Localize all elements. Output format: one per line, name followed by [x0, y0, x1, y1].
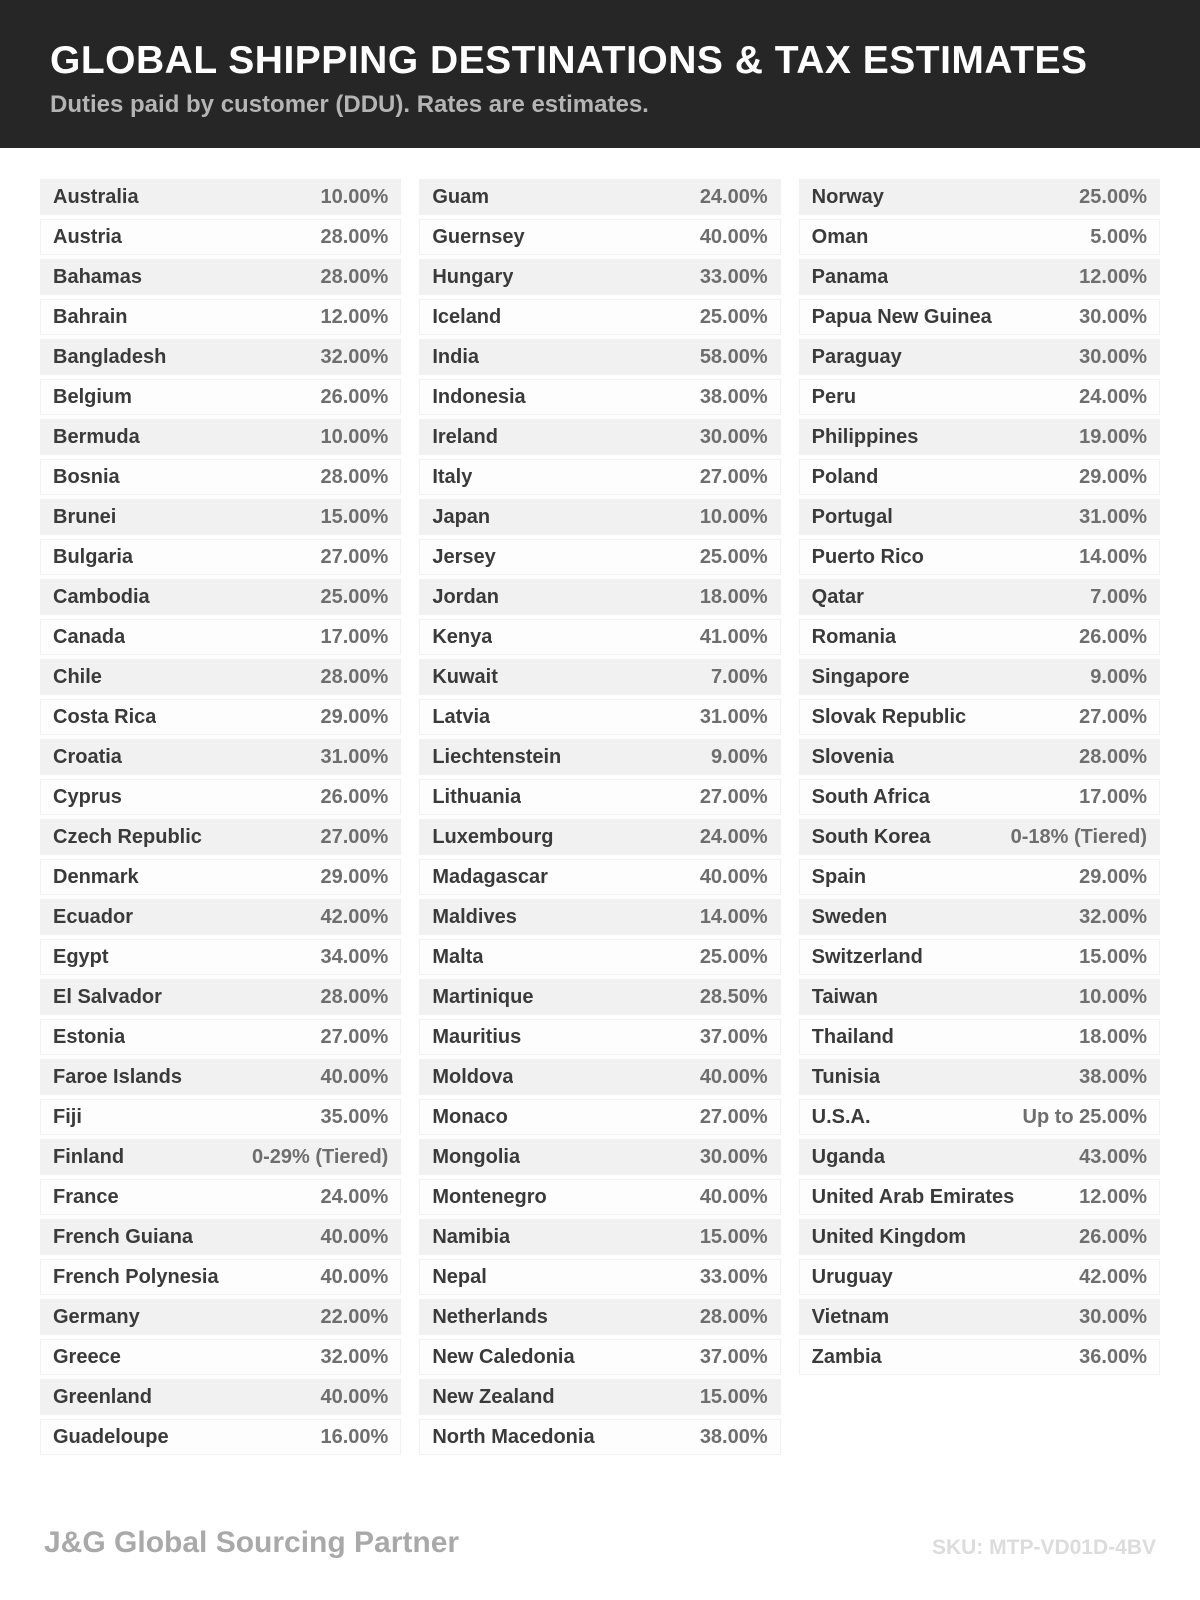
tax-rate: 0-18% (Tiered): [1010, 825, 1147, 848]
table-row: [40, 939, 401, 975]
tax-rate: 30.00%: [1079, 1305, 1147, 1328]
tax-rate: 15.00%: [699, 1225, 768, 1248]
country-name: Philippines: [811, 425, 919, 448]
tax-rate: 58.00%: [699, 345, 768, 368]
table-row: [799, 819, 1160, 855]
country-name: Indonesia: [432, 385, 526, 408]
table-row: [40, 459, 401, 495]
table-row: [419, 539, 780, 575]
table-row: [419, 299, 780, 335]
country-name: New Zealand: [432, 1385, 555, 1408]
tax-rate: 30.00%: [1079, 345, 1147, 368]
table-row: [40, 659, 401, 695]
country-name: India: [432, 345, 479, 368]
country-name: Thailand: [811, 1025, 894, 1048]
tax-rate: 38.00%: [699, 1425, 768, 1448]
table-row: [419, 1139, 780, 1175]
country-name: Lithuania: [432, 785, 522, 808]
country-name: Paraguay: [811, 345, 902, 368]
tax-rate: 25.00%: [320, 585, 389, 608]
country-name: Jersey: [432, 545, 496, 568]
page-subtitle: Duties paid by customer (DDU). Rates are estimates.: [50, 91, 649, 118]
tax-rate: 38.00%: [699, 385, 768, 408]
tax-rate: 25.00%: [699, 305, 768, 328]
country-name: Uganda: [811, 1145, 885, 1168]
tax-rate: 27.00%: [320, 825, 389, 848]
country-name: Japan: [432, 505, 491, 528]
table-row: [799, 899, 1160, 935]
table-row: [799, 699, 1160, 735]
tax-rate: 29.00%: [1079, 465, 1147, 488]
table-row: [40, 1419, 401, 1455]
tax-rate: 7.00%: [710, 665, 768, 688]
tax-rate: 27.00%: [699, 465, 768, 488]
tax-rate: 27.00%: [1079, 705, 1147, 728]
table-row: [40, 1219, 401, 1255]
tax-rate: 33.00%: [699, 1265, 768, 1288]
tax-rate: 28.00%: [320, 985, 389, 1008]
table-row: [419, 219, 780, 255]
country-name: Guadeloupe: [53, 1425, 169, 1448]
table-row: [40, 1339, 401, 1375]
table-row: [419, 1379, 780, 1415]
tax-rate: 37.00%: [699, 1345, 768, 1368]
tax-rate: 40.00%: [699, 1185, 768, 1208]
country-name: South Korea: [811, 825, 931, 848]
country-name: Tunisia: [811, 1065, 881, 1088]
country-name: Qatar: [811, 585, 864, 608]
tax-rate: 29.00%: [320, 865, 389, 888]
table-row: [40, 499, 401, 535]
tax-rate: 26.00%: [320, 785, 389, 808]
country-name: United Kingdom: [811, 1225, 967, 1248]
table-row: [799, 499, 1160, 535]
table-row: [419, 499, 780, 535]
tax-rate: 15.00%: [1079, 945, 1147, 968]
tax-rate: 14.00%: [1079, 545, 1147, 568]
table-row: [799, 1259, 1160, 1295]
table-row: [40, 179, 401, 215]
country-name: Czech Republic: [53, 825, 202, 848]
table-row: [419, 1339, 780, 1375]
country-name: Hungary: [432, 265, 514, 288]
country-name: Iceland: [432, 305, 502, 328]
country-name: Kenya: [432, 625, 493, 648]
table-row: [419, 1419, 780, 1455]
table-row: [419, 739, 780, 775]
table-row: [419, 1299, 780, 1335]
table-row: [40, 1139, 401, 1175]
table-row: [40, 819, 401, 855]
tax-rate: 27.00%: [699, 1105, 768, 1128]
country-name: U.S.A.: [811, 1105, 871, 1128]
country-name: Martinique: [432, 985, 534, 1008]
country-name: Moldova: [432, 1065, 514, 1088]
country-name: Poland: [811, 465, 879, 488]
country-name: Panama: [811, 265, 889, 288]
table-row: [799, 539, 1160, 575]
table-row: [799, 579, 1160, 615]
table-row: [40, 339, 401, 375]
table-row: [419, 379, 780, 415]
country-name: Australia: [53, 185, 139, 208]
table-row: [40, 539, 401, 575]
tax-rate: 28.00%: [320, 265, 389, 288]
table-row: [419, 619, 780, 655]
tax-rate: 10.00%: [699, 505, 768, 528]
tax-rate: 34.00%: [320, 945, 389, 968]
tax-rate: 28.00%: [320, 225, 389, 248]
country-name: Singapore: [811, 665, 910, 688]
country-name: Denmark: [53, 865, 139, 888]
tax-rate: 42.00%: [1079, 1265, 1147, 1288]
tax-rate: 28.00%: [1079, 745, 1147, 768]
country-name: Puerto Rico: [811, 545, 924, 568]
country-name: Maldives: [432, 905, 517, 928]
country-name: Romania: [811, 625, 897, 648]
tax-rate: 29.00%: [1079, 865, 1147, 888]
country-name: Montenegro: [432, 1185, 547, 1208]
tax-rate: 10.00%: [1079, 985, 1147, 1008]
country-name: Egypt: [53, 945, 109, 968]
table-row: [799, 1299, 1160, 1335]
table-row: [419, 699, 780, 735]
tax-rate: 24.00%: [699, 185, 768, 208]
tax-rate: 10.00%: [320, 185, 389, 208]
table-row: [40, 779, 401, 815]
country-name: Bahamas: [53, 265, 142, 288]
tax-rate: 27.00%: [320, 545, 389, 568]
tax-rate: 36.00%: [1079, 1345, 1147, 1368]
table-row: [419, 1259, 780, 1295]
table-row: [799, 379, 1160, 415]
table-row: [799, 1339, 1160, 1375]
country-name: New Caledonia: [432, 1345, 575, 1368]
country-name: Liechtenstein: [432, 745, 562, 768]
table-row: [40, 219, 401, 255]
country-name: Nepal: [432, 1265, 487, 1288]
tax-rate: 15.00%: [699, 1385, 768, 1408]
country-name: Bosnia: [53, 465, 120, 488]
table-row: [40, 1259, 401, 1295]
tax-rate: 12.00%: [1079, 265, 1147, 288]
tax-rate: 31.00%: [699, 705, 768, 728]
table-row: [40, 699, 401, 735]
country-name: Ireland: [432, 425, 498, 448]
table-row: [799, 939, 1160, 975]
tax-rate: 38.00%: [1079, 1065, 1147, 1088]
table-row: [799, 179, 1160, 215]
country-name: Kuwait: [432, 665, 498, 688]
country-name: Fiji: [53, 1105, 82, 1128]
tax-rate: 27.00%: [699, 785, 768, 808]
country-name: Canada: [53, 625, 126, 648]
tax-rate: 12.00%: [320, 305, 389, 328]
country-name: French Guiana: [53, 1225, 194, 1248]
country-name: Madagascar: [432, 865, 548, 888]
country-name: Cambodia: [53, 585, 150, 608]
table-row: [799, 459, 1160, 495]
tax-rate: 18.00%: [1079, 1025, 1147, 1048]
table-row: [419, 899, 780, 935]
table-row: [799, 659, 1160, 695]
tax-rate: 14.00%: [699, 905, 768, 928]
country-name: Austria: [53, 225, 122, 248]
country-name: Mongolia: [432, 1145, 521, 1168]
country-name: Switzerland: [811, 945, 923, 968]
country-name: Bermuda: [53, 425, 140, 448]
tax-rate: 28.00%: [320, 465, 389, 488]
tax-rate: 40.00%: [320, 1225, 389, 1248]
country-name: Latvia: [432, 705, 491, 728]
table-row: [799, 1179, 1160, 1215]
table-row: [799, 259, 1160, 295]
country-name: United Arab Emirates: [811, 1185, 1015, 1208]
tax-rate: 32.00%: [320, 345, 389, 368]
country-name: El Salvador: [53, 985, 162, 1008]
country-name: Greece: [53, 1345, 121, 1368]
tax-rate: 18.00%: [699, 585, 768, 608]
table-row: [799, 299, 1160, 335]
tax-rate: 28.50%: [699, 985, 768, 1008]
table-row: [799, 859, 1160, 895]
table-row: [419, 859, 780, 895]
rate-column-3: [799, 179, 1160, 1459]
country-name: Malta: [432, 945, 484, 968]
country-name: Chile: [53, 665, 102, 688]
tax-rate: 19.00%: [1079, 425, 1147, 448]
country-name: Bulgaria: [53, 545, 134, 568]
table-row: [419, 1099, 780, 1135]
table-row: [40, 1379, 401, 1415]
table-row: [40, 1099, 401, 1135]
sku-label: SKU: MTP-VD01D-4BV: [931, 1536, 1156, 1559]
tax-rate: 24.00%: [699, 825, 768, 848]
country-name: Croatia: [53, 745, 122, 768]
country-name: Zambia: [811, 1345, 882, 1368]
country-name: Slovenia: [811, 745, 894, 768]
country-name: Uruguay: [811, 1265, 893, 1288]
country-name: Papua New Guinea: [811, 305, 992, 328]
table-row: [419, 979, 780, 1015]
table-row: [419, 1179, 780, 1215]
table-row: [40, 379, 401, 415]
tax-rate: 40.00%: [320, 1265, 389, 1288]
tax-rate: 28.00%: [699, 1305, 768, 1328]
country-name: France: [53, 1185, 119, 1208]
country-name: Netherlands: [432, 1305, 548, 1328]
tax-rate: 25.00%: [1079, 185, 1147, 208]
table-row: [40, 1059, 401, 1095]
country-name: Peru: [811, 385, 857, 408]
table-row: [419, 1019, 780, 1055]
table-row: [40, 1019, 401, 1055]
table-row: [799, 1099, 1160, 1135]
tax-rate: 0-29% (Tiered): [251, 1145, 389, 1168]
country-name: Spain: [811, 865, 867, 888]
country-name: Brunei: [53, 505, 117, 528]
tax-rate: 41.00%: [699, 625, 768, 648]
country-name: Germany: [53, 1305, 140, 1328]
table-row: [40, 1179, 401, 1215]
table-row: [799, 419, 1160, 455]
tax-rate: 40.00%: [320, 1385, 389, 1408]
country-name: Bangladesh: [53, 345, 167, 368]
country-name: South Africa: [811, 785, 930, 808]
tax-rate: 43.00%: [1079, 1145, 1147, 1168]
country-name: Cyprus: [53, 785, 122, 808]
tax-rate: 16.00%: [320, 1425, 389, 1448]
tax-rate: 40.00%: [699, 225, 768, 248]
table-row: [419, 179, 780, 215]
tax-rate: 5.00%: [1090, 225, 1147, 248]
table-row: [419, 259, 780, 295]
country-name: Sweden: [811, 905, 888, 928]
tax-rate: 40.00%: [699, 865, 768, 888]
tax-rate: 10.00%: [320, 425, 389, 448]
table-row: [799, 1019, 1160, 1055]
country-name: Mauritius: [432, 1025, 522, 1048]
table-row: [40, 1299, 401, 1335]
tax-rate: 30.00%: [699, 1145, 768, 1168]
country-name: Faroe Islands: [53, 1065, 182, 1088]
page-title: GLOBAL SHIPPING DESTINATIONS & TAX ESTIMATES: [50, 39, 1088, 82]
tax-rate: 24.00%: [1079, 385, 1147, 408]
country-name: Costa Rica: [53, 705, 157, 728]
table-row: [40, 979, 401, 1015]
country-name: Belgium: [53, 385, 132, 408]
page-footer: [0, 1526, 1200, 1560]
table-row: [799, 619, 1160, 655]
tax-rate: 31.00%: [320, 745, 389, 768]
rate-column-1: [40, 179, 401, 1459]
table-row: [419, 779, 780, 815]
tax-rate: 30.00%: [699, 425, 768, 448]
tax-rate: 37.00%: [699, 1025, 768, 1048]
table-row: [419, 1059, 780, 1095]
table-row: [419, 659, 780, 695]
tax-rate: 25.00%: [699, 945, 768, 968]
tax-rate: 9.00%: [710, 745, 768, 768]
table-row: [799, 979, 1160, 1015]
country-name: Ecuador: [53, 905, 134, 928]
tax-rate: 31.00%: [1079, 505, 1147, 528]
country-name: French Polynesia: [53, 1265, 219, 1288]
tax-rate: 27.00%: [320, 1025, 389, 1048]
tax-rate: 12.00%: [1079, 1185, 1147, 1208]
tax-rates-table: [0, 148, 1200, 1459]
table-row: [40, 739, 401, 775]
table-row: [419, 579, 780, 615]
tax-rate: 42.00%: [320, 905, 389, 928]
country-name: Vietnam: [811, 1305, 890, 1328]
country-name: Namibia: [432, 1225, 511, 1248]
country-name: Finland: [53, 1145, 125, 1168]
tax-rate: 26.00%: [1079, 625, 1147, 648]
country-name: Oman: [811, 225, 869, 248]
table-row: [799, 1139, 1160, 1175]
table-row: [40, 259, 401, 295]
country-name: Estonia: [53, 1025, 126, 1048]
country-name: Greenland: [53, 1385, 152, 1408]
tax-rate: 26.00%: [320, 385, 389, 408]
country-name: Luxembourg: [432, 825, 554, 848]
tax-rate: 26.00%: [1079, 1225, 1147, 1248]
tax-rate: 29.00%: [320, 705, 389, 728]
tax-rate: 35.00%: [320, 1105, 389, 1128]
table-row: [799, 339, 1160, 375]
country-name: Portugal: [811, 505, 893, 528]
table-row: [40, 899, 401, 935]
tax-rate: Up to 25.00%: [1022, 1105, 1147, 1128]
table-row: [419, 1219, 780, 1255]
table-row: [40, 419, 401, 455]
table-row: [419, 939, 780, 975]
country-name: Norway: [811, 185, 884, 208]
tax-rate: 32.00%: [320, 1345, 389, 1368]
country-name: Bahrain: [53, 305, 128, 328]
country-name: North Macedonia: [432, 1425, 595, 1448]
tax-rate: 40.00%: [699, 1065, 768, 1088]
country-name: Monaco: [432, 1105, 508, 1128]
table-row: [40, 579, 401, 615]
tax-rate: 9.00%: [1090, 665, 1147, 688]
country-name: Italy: [432, 465, 473, 488]
table-row: [799, 739, 1160, 775]
tax-rate: 30.00%: [1079, 305, 1147, 328]
table-row: [40, 619, 401, 655]
tax-rate: 15.00%: [320, 505, 389, 528]
tax-rate: 40.00%: [320, 1065, 389, 1088]
table-row: [799, 1059, 1160, 1095]
table-row: [419, 419, 780, 455]
tax-rate: 7.00%: [1090, 585, 1147, 608]
page-header: [0, 0, 1200, 148]
tax-rate: 25.00%: [699, 545, 768, 568]
tax-rate: 28.00%: [320, 665, 389, 688]
rate-column-2: [419, 179, 780, 1459]
table-row: [799, 779, 1160, 815]
tax-rate: 24.00%: [320, 1185, 389, 1208]
country-name: Slovak Republic: [811, 705, 967, 728]
tax-rate: 33.00%: [699, 265, 768, 288]
table-row: [40, 299, 401, 335]
table-row: [799, 1219, 1160, 1255]
tax-rate: 22.00%: [320, 1305, 389, 1328]
tax-rate: 17.00%: [320, 625, 389, 648]
country-name: Guernsey: [432, 225, 525, 248]
tax-rate: 17.00%: [1079, 785, 1147, 808]
table-row: [419, 819, 780, 855]
table-row: [40, 859, 401, 895]
country-name: Jordan: [432, 585, 500, 608]
table-row: [419, 339, 780, 375]
tax-rate: 32.00%: [1079, 905, 1147, 928]
table-row: [419, 459, 780, 495]
country-name: Taiwan: [811, 985, 878, 1008]
table-row: [799, 219, 1160, 255]
country-name: Guam: [432, 185, 490, 208]
brand-name: J&G Global Sourcing Partner: [44, 1526, 460, 1559]
